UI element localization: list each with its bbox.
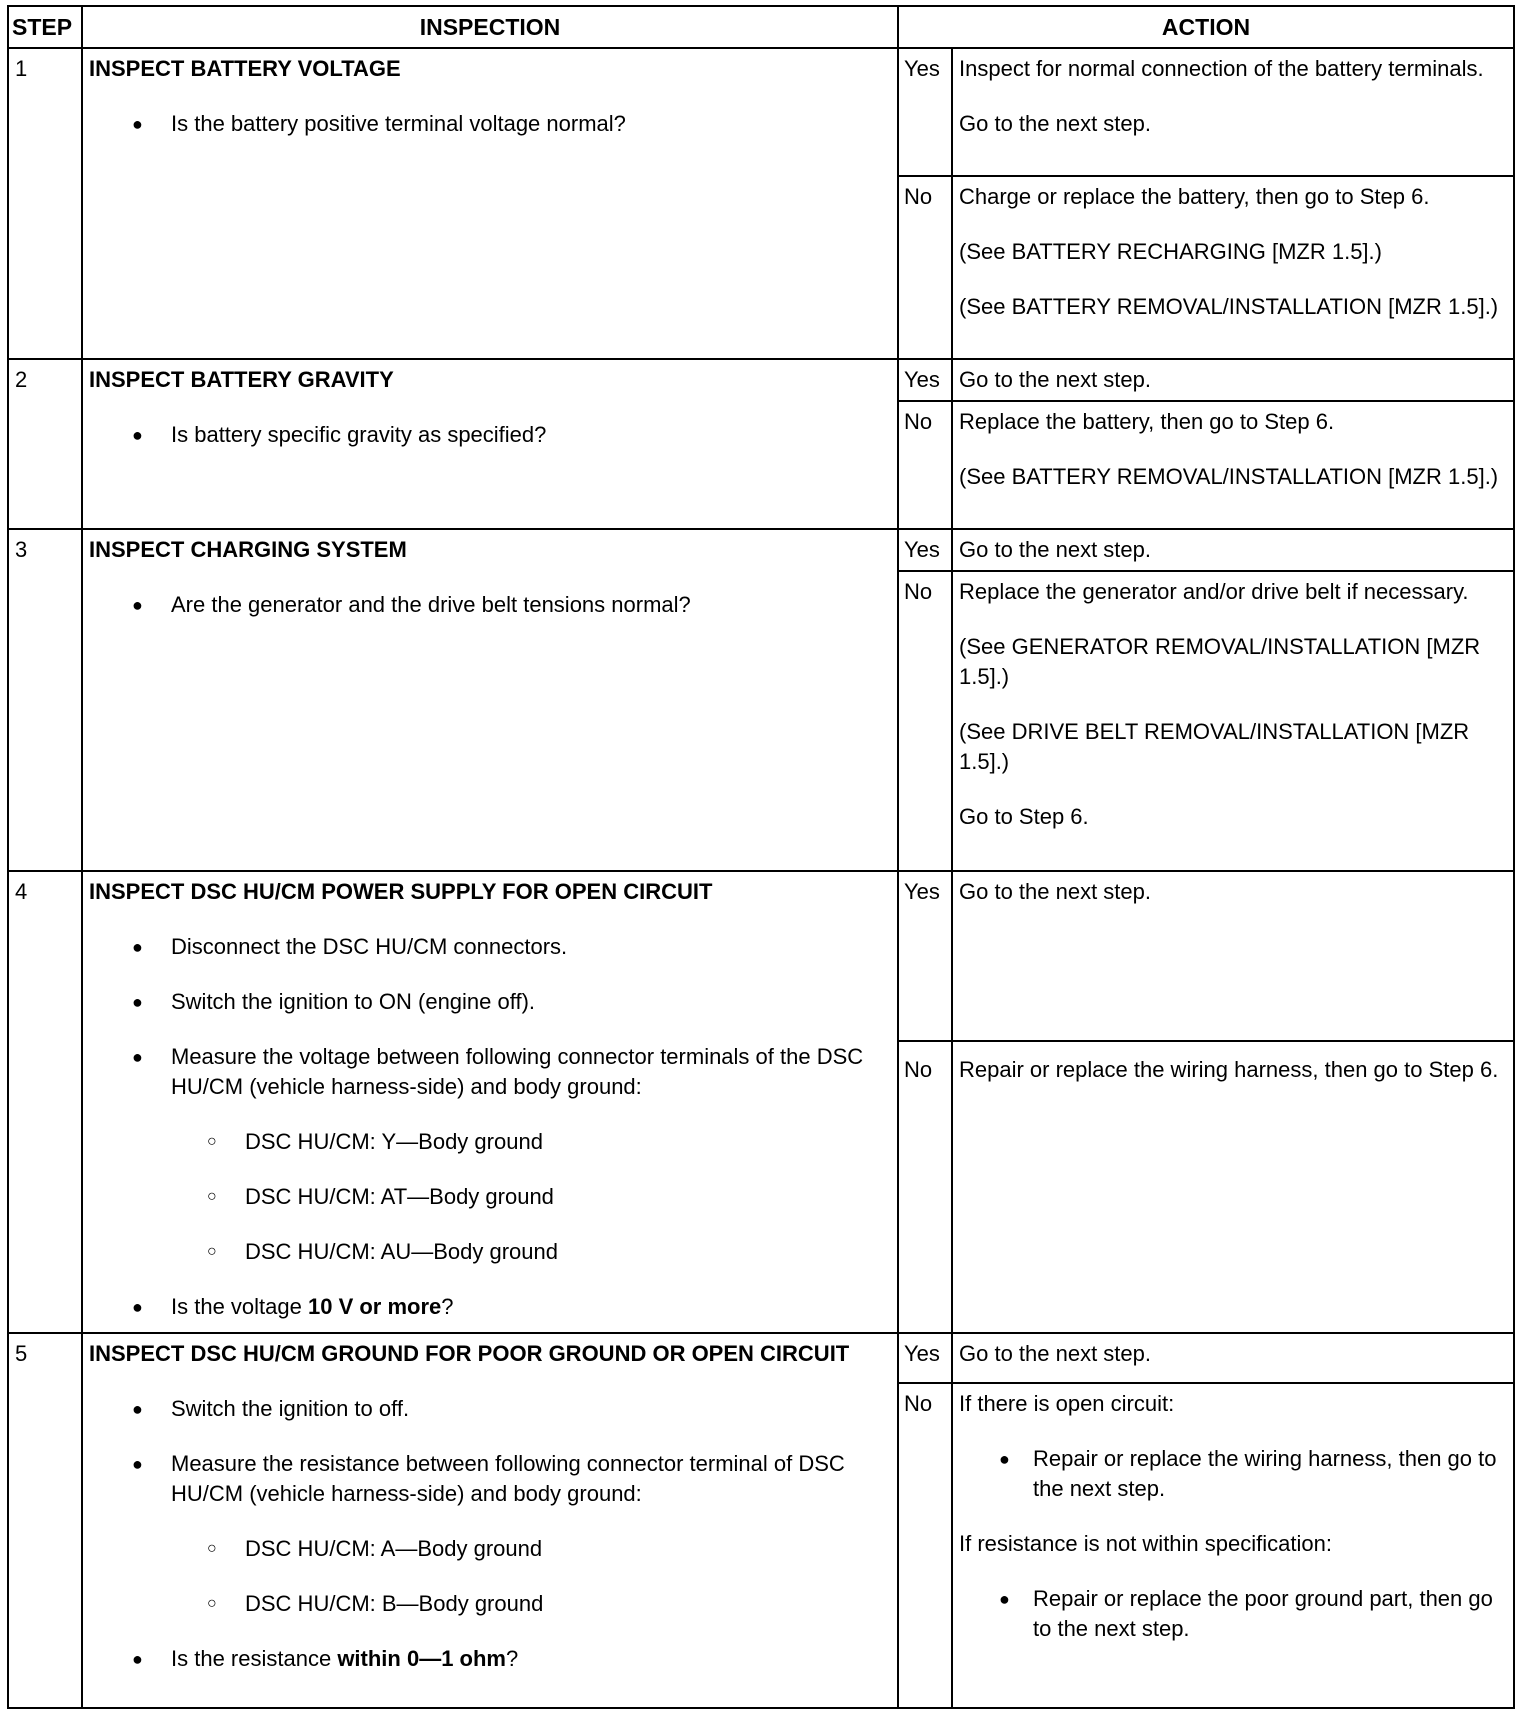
inspection-list xyxy=(89,420,889,450)
yes-action xyxy=(952,1333,1514,1383)
action-text: If resistance is not within specification: xyxy=(959,1531,1332,1556)
step-inspection xyxy=(82,1333,898,1708)
inspection-list xyxy=(89,932,889,1102)
list-item: ● Are the generator and the drive belt tensions normal? xyxy=(89,590,889,620)
terminal-list xyxy=(89,1127,889,1267)
list-item: ● Measure the resistance between following connector terminal of DSC HU/CM (vehicle harness-side) and body ground: xyxy=(89,1449,889,1509)
yes-action xyxy=(952,871,1514,1041)
terminal-list xyxy=(89,1534,889,1619)
no-label: No xyxy=(898,401,952,529)
inspection-question xyxy=(89,1644,889,1674)
step-title: INSPECT DSC HU/CM GROUND FOR POOR GROUND OR OPEN CIRCUIT xyxy=(89,1341,850,1366)
yes-label: Yes xyxy=(898,871,952,1041)
step-inspection xyxy=(82,871,898,1333)
yes-action xyxy=(952,529,1514,571)
action-text: Charge or replace the battery, then go to Step 6. xyxy=(959,184,1430,209)
list-item: ○ DSC HU/CM: A—Body ground xyxy=(89,1534,889,1564)
question-spec: within 0—1 ohm xyxy=(337,1646,506,1671)
step-inspection xyxy=(82,359,898,529)
no-action xyxy=(952,1383,1514,1708)
inspection-procedure-sheet xyxy=(7,5,1513,1705)
inspection-list xyxy=(89,109,889,139)
list-item: ● Repair or replace the poor ground part, then go to the next step. xyxy=(959,1584,1505,1644)
question-text: Is the resistance xyxy=(171,1646,338,1671)
action-text: (See DRIVE BELT REMOVAL/INSTALLATION [MZR 1.5].) xyxy=(959,719,1470,774)
action-text: Go to the next step. xyxy=(959,367,1152,392)
list-item: ● Switch the ignition to ON (engine off). xyxy=(89,987,889,1017)
table-row xyxy=(8,529,1514,571)
table-row xyxy=(8,871,1514,1041)
action-text: (See BATTERY RECHARGING [MZR 1.5].) xyxy=(959,239,1382,264)
table-row xyxy=(8,359,1514,401)
action-text: Go to the next step. xyxy=(959,111,1152,136)
yes-label: Yes xyxy=(898,529,952,571)
inspection-question-list xyxy=(89,1292,889,1322)
list-item: ○ DSC HU/CM: B—Body ground xyxy=(89,1589,889,1619)
no-label: No xyxy=(898,1383,952,1708)
action-text: Replace the generator and/or drive belt if necessary. xyxy=(959,579,1469,604)
list-item: ● Is the battery positive terminal voltage normal? xyxy=(89,109,889,139)
question-spec: 10 V or more xyxy=(307,1294,442,1319)
step-inspection xyxy=(82,48,898,359)
table-row xyxy=(8,1333,1514,1383)
list-item: ○ DSC HU/CM: Y—Body ground xyxy=(89,1127,889,1157)
step-title: INSPECT DSC HU/CM POWER SUPPLY FOR OPEN CIRCUIT xyxy=(89,879,713,904)
question-end: ? xyxy=(506,1646,519,1671)
step-title: INSPECT CHARGING SYSTEM xyxy=(89,537,407,562)
step-number: 4 xyxy=(8,871,82,1333)
list-item: ● Switch the ignition to off. xyxy=(89,1394,889,1424)
no-action xyxy=(952,401,1514,529)
action-text: Go to the next step. xyxy=(959,879,1152,904)
question-end: ? xyxy=(441,1294,454,1319)
table-header-row xyxy=(8,6,1514,48)
no-action xyxy=(952,176,1514,359)
yes-label: Yes xyxy=(898,359,952,401)
action-text: If there is open circuit: xyxy=(959,1391,1175,1416)
action-text: Replace the battery, then go to Step 6. xyxy=(959,409,1335,434)
action-text: Inspect for normal connection of the battery terminals. xyxy=(959,56,1484,81)
yes-action xyxy=(952,48,1514,176)
no-label: No xyxy=(898,1041,952,1333)
action-text: Repair or replace the wiring harness, then go to Step 6. xyxy=(959,1057,1499,1082)
action-text: Go to the next step. xyxy=(959,1341,1152,1366)
inspection-column-header: INSPECTION xyxy=(82,6,898,48)
step-inspection xyxy=(82,529,898,871)
list-item: ● Disconnect the DSC HU/CM connectors. xyxy=(89,932,889,962)
step-number: 3 xyxy=(8,529,82,871)
no-action xyxy=(952,571,1514,871)
action-column-header: ACTION xyxy=(898,6,1514,48)
inspection-list xyxy=(89,1394,889,1509)
table-row xyxy=(8,48,1514,176)
step-number: 2 xyxy=(8,359,82,529)
step-title: INSPECT BATTERY GRAVITY xyxy=(89,367,394,392)
action-text: Go to Step 6. xyxy=(959,804,1089,829)
question-text: Is the voltage xyxy=(171,1294,308,1319)
list-item: ● Repair or replace the wiring harness, then go to the next step. xyxy=(959,1444,1505,1504)
inspection-question xyxy=(89,1292,889,1322)
inspection-table xyxy=(7,5,1515,1709)
no-label: No xyxy=(898,176,952,359)
inspection-question-list xyxy=(89,1644,889,1674)
step-number: 5 xyxy=(8,1333,82,1708)
step-column-header: STEP xyxy=(8,6,82,48)
yes-label: Yes xyxy=(898,48,952,176)
no-label: No xyxy=(898,571,952,871)
yes-action xyxy=(952,359,1514,401)
step-number: 1 xyxy=(8,48,82,359)
no-action xyxy=(952,1041,1514,1333)
list-item: ● Measure the voltage between following connector terminals of the DSC HU/CM (vehicle harness-side) and body ground: xyxy=(89,1042,889,1102)
action-list xyxy=(959,1444,1505,1504)
inspection-list xyxy=(89,590,889,620)
list-item: ○ DSC HU/CM: AU—Body ground xyxy=(89,1237,889,1267)
action-text: Go to the next step. xyxy=(959,537,1152,562)
action-text: (See BATTERY REMOVAL/INSTALLATION [MZR 1.5].) xyxy=(959,464,1499,489)
list-item: ○ DSC HU/CM: AT—Body ground xyxy=(89,1182,889,1212)
step-title: INSPECT BATTERY VOLTAGE xyxy=(89,56,401,81)
action-text: (See BATTERY REMOVAL/INSTALLATION [MZR 1.5].) xyxy=(959,294,1499,319)
yes-label: Yes xyxy=(898,1333,952,1383)
action-text: (See GENERATOR REMOVAL/INSTALLATION [MZR 1.5].) xyxy=(959,634,1481,689)
action-list xyxy=(959,1584,1505,1644)
list-item: ● Is battery specific gravity as specified? xyxy=(89,420,889,450)
